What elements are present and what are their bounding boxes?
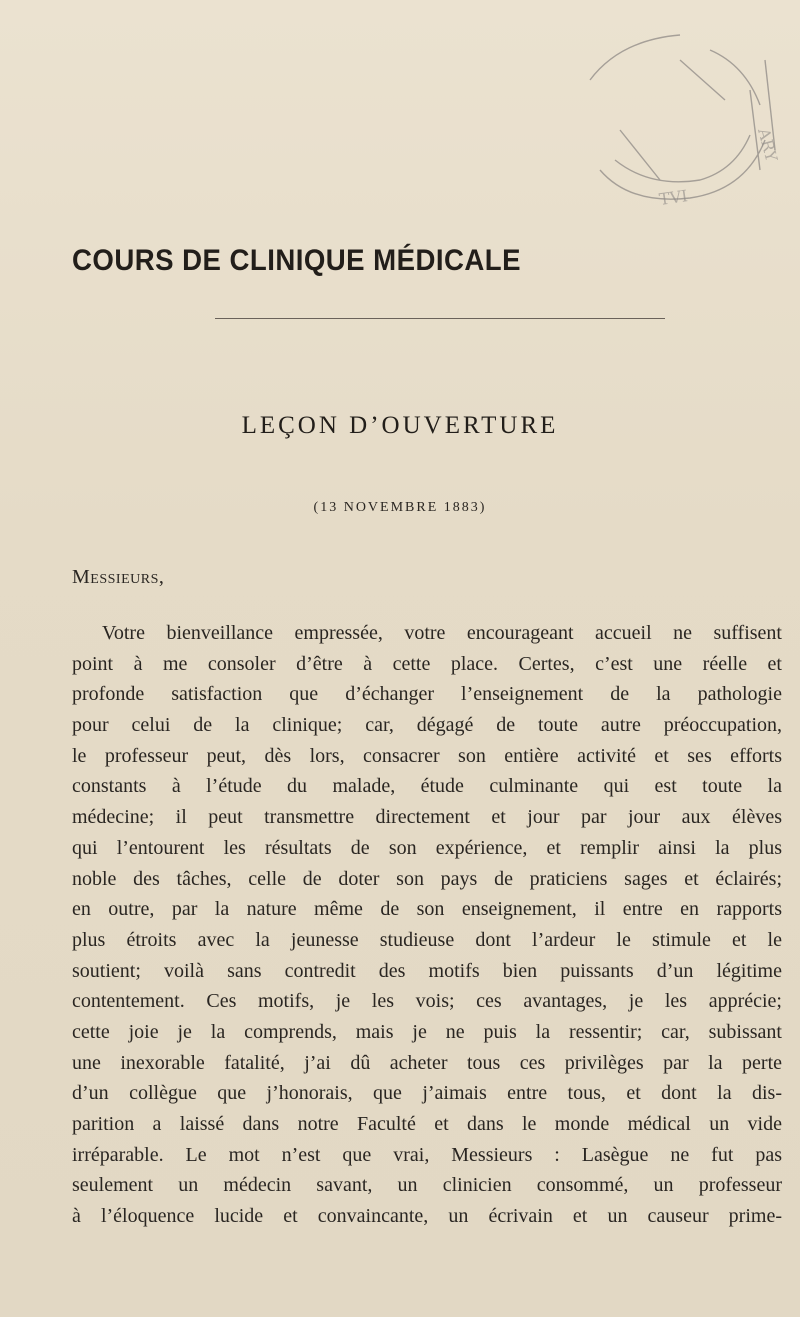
text-line: en outre, par la nature même de son enseignement, il entre en rapports [72,898,782,921]
text-line: profonde satisfaction que d’échanger l’enseignement de la pathologie [72,683,782,706]
text-line: plus étroits avec la jeunesse studieuse dont l’ardeur le stimule et le [72,928,782,951]
text-line: point à me consoler d’être à cette place. Certes, c’est une réelle et [72,652,782,675]
text-line: cette joie je la comprends, mais je ne puis la ressentir; car, subissant [72,1020,782,1043]
text-line: d’un collègue que j’honorais, que j’aimais entre tous, et dont la dis- [72,1082,782,1105]
svg-text:ARY: ARY [754,126,782,164]
text-line: soutient; voilà sans contredit des motifs bien puissants d’un légitime [72,959,782,982]
text-line: noble des tâches, celle de doter son pays de praticiens sages et éclairés; [72,867,782,890]
text-line: contentement. Ces motifs, je les vois; ces avantages, je les apprécie; [72,990,782,1013]
body-paragraph [72,618,782,1232]
text-line: seulement un médecin savant, un clinicien consommé, un professeur [72,1174,782,1197]
text-line: constants à l’étude du malade, étude culminante qui est toute la [72,775,782,798]
text-line: Votre bienveillance empressée, votre encourageant accueil ne suffisent [102,622,782,644]
text-line: le professeur peut, dès lors, consacrer son entière activité et ses efforts [72,744,782,767]
text-line: parition a laissé dans notre Faculté et dans le monde médical un vide [72,1113,782,1135]
divider [215,318,665,319]
text-line: à l’éloquence lucide et convaincante, un écrivain et un causeur prime- [72,1205,782,1228]
lecture-date: (13 NOVEMBRE 1883) [313,500,487,515]
library-stamp-icon [560,20,790,215]
text-line: irréparable. Le mot n’est que vrai, Messieurs : Lasègue ne fut pas [72,1143,782,1166]
running-title: COURS DE CLINIQUE MÉDICALE [72,244,521,277]
salutation: Messieurs, [72,566,165,588]
text-line: une inexorable fatalité, j’ai dû acheter tous ces privilèges par la perte [72,1051,782,1074]
svg-text:TVI: TVI [657,186,689,209]
text-line: pour celui de la clinique; car, dégagé de toute autre préoccupation, [72,714,782,737]
section-title: LEÇON D’OUVERTURE [241,412,559,439]
text-line: médecine; il peut transmettre directement et jour par jour aux élèves [72,806,782,829]
text-line: qui l’entourent les résultats de son expérience, et remplir ainsi la plus [72,836,782,859]
